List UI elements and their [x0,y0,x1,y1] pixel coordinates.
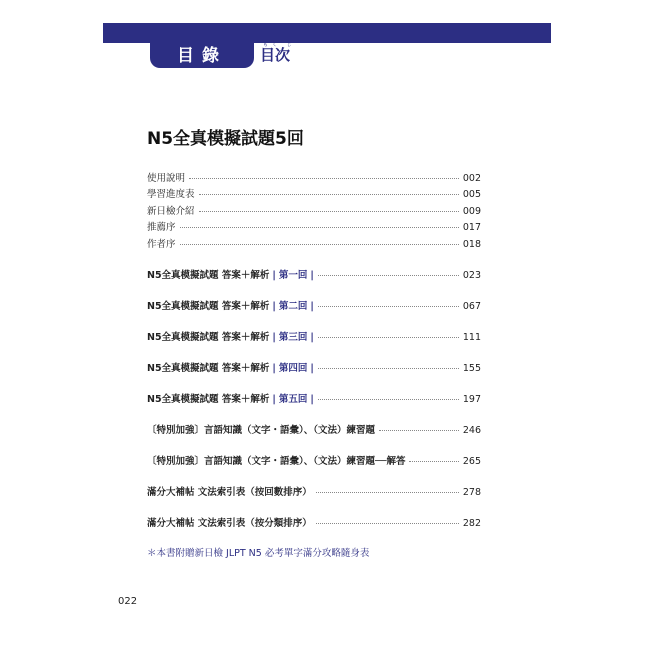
exam-volume: 第五回 [278,394,308,405]
bonus-note: ＊本書附贈新日檢 JLPT N5 必考單字滿分攻略隨身表 [147,548,370,559]
toc-subtitle: 目次 [260,46,291,64]
exam-volume: 第一回 [278,270,308,281]
toc-entry-extra[interactable]: 滿分大補帖 文法索引表（按分類排序） 282 [147,518,481,529]
toc-entry-extra[interactable]: 〔特別加強〕言語知識（文字・語彙）、（文法）練習題──解答 265 [147,456,481,467]
furigana: もく じ [263,42,296,48]
toc-entry[interactable]: 學習進度表 005 [147,189,481,200]
toc-entry-exam[interactable]: N5全真模擬試題 答案＋解析 | 第五回 | 197 [147,394,481,405]
toc-entry-exam[interactable]: N5全真模擬試題 答案＋解析 | 第四回 | 155 [147,363,481,374]
toc-entry-extra[interactable]: 滿分大補帖 文法索引表（按回數排序） 278 [147,487,481,498]
toc-entry-exam[interactable]: N5全真模擬試題 答案＋解析 | 第三回 | 111 [147,332,481,343]
toc-entry[interactable]: 使用說明 002 [147,173,481,184]
exam-volume: 第三回 [278,332,308,343]
toc-entry-exam[interactable]: N5全真模擬試題 答案＋解析 | 第二回 | 067 [147,301,481,312]
toc-entry[interactable]: 作者序 018 [147,239,481,250]
exam-volume: 第四回 [278,363,308,374]
toc-entry-exam[interactable]: N5全真模擬試題 答案＋解析 | 第一回 | 023 [147,270,481,281]
toc-entry[interactable]: 推薦序 017 [147,222,481,233]
toc-entry[interactable]: 新日檢介紹 009 [147,206,481,217]
exam-volume: 第二回 [278,301,308,312]
page-number: 022 [118,596,138,607]
toc-entry-extra[interactable]: 〔特別加強〕言語知識（文字・語彙）、（文法）練習題 246 [147,425,481,436]
book-title: N5全真模擬試題5回 [147,129,304,149]
toc-tab: 目錄 [150,38,254,68]
